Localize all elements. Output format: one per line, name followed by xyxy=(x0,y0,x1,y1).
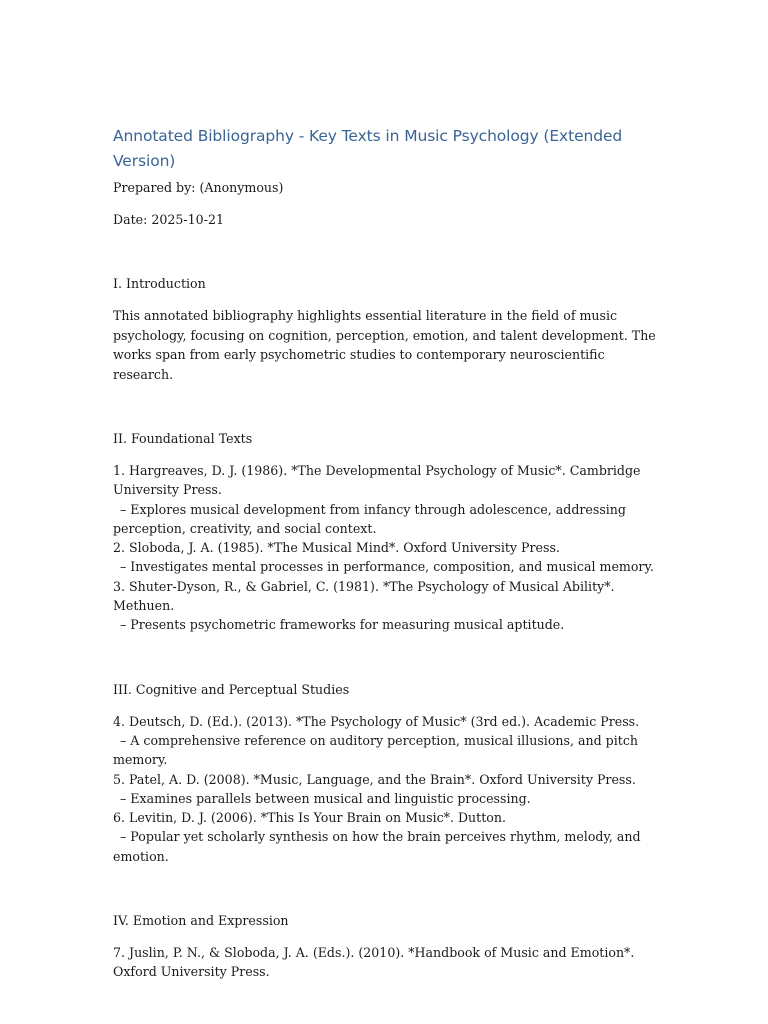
bib-entry-citation: 5. Patel, A. D. (2008). *Music, Language, and the Brain*. Oxford University Press. xyxy=(113,771,636,787)
document-date: Date: 2025-10-21 xyxy=(113,212,224,227)
emotion-expression-list xyxy=(113,943,658,982)
bib-entry-citation: 7. Juslin, P. N., & Sloboda, J. A. (Eds.). (2010). *Handbook of Music and Emotion*. Oxford University Press. xyxy=(113,945,635,980)
section-heading-emotion-expression: IV. Emotion and Expression xyxy=(113,913,289,929)
bib-entry-citation: 1. Hargreaves, D. J. (1986). *The Developmental Psychology of Music*. Cambridge University Press. xyxy=(113,463,641,498)
bib-entry-annotation: – Presents psychometric frameworks for measuring musical aptitude. xyxy=(120,617,565,633)
introduction-paragraph: This annotated bibliography highlights essential literature in the field of music psychology, focusing on cognition, perception, emotion, and talent development. The works span from early psychometric studies to contemporary neuroscientific research. xyxy=(113,308,656,382)
section-heading-cognitive-perceptual: III. Cognitive and Perceptual Studies xyxy=(113,681,350,697)
section-heading-foundational-texts: II. Foundational Texts xyxy=(113,431,253,446)
bib-entry-annotation: – Examines parallels between musical and linguistic processing. xyxy=(120,790,531,806)
cognitive-perceptual-list xyxy=(113,712,658,866)
section-heading-introduction: I. Introduction xyxy=(113,276,206,291)
bib-entry-citation: 2. Sloboda, J. A. (1985). *The Musical Mind*. Oxford University Press. xyxy=(113,540,560,556)
bib-entry-annotation: – Popular yet scholarly synthesis on how the brain perceives rhythm, melody, and emotion. xyxy=(113,829,641,864)
bib-entry-citation: 6. Levitin, D. J. (2006). *This Is Your Brain on Music*. Dutton. xyxy=(113,810,506,826)
document-page xyxy=(113,124,658,982)
bib-entry-citation: 4. Deutsch, D. (Ed.). (2013). *The Psychology of Music* (3rd ed.). Academic Press. xyxy=(113,713,640,729)
foundational-texts-list xyxy=(113,461,658,635)
prepared-by: Prepared by: (Anonymous) xyxy=(113,180,284,195)
bib-entry-annotation: – Explores musical development from infancy through adolescence, addressing perception, creativity, and social context. xyxy=(113,501,626,536)
document-title: Annotated Bibliography - Key Texts in Music Psychology (Extended Version) xyxy=(113,127,623,170)
bib-entry-annotation: – A comprehensive reference on auditory perception, musical illusions, and pitch memory. xyxy=(113,732,638,768)
bib-entry-annotation: – Investigates mental processes in performance, composition, and musical memory. xyxy=(120,559,654,575)
bib-entry-citation: 3. Shuter-Dyson, R., & Gabriel, C. (1981). *The Psychology of Musical Ability*. Methuen. xyxy=(113,578,615,614)
